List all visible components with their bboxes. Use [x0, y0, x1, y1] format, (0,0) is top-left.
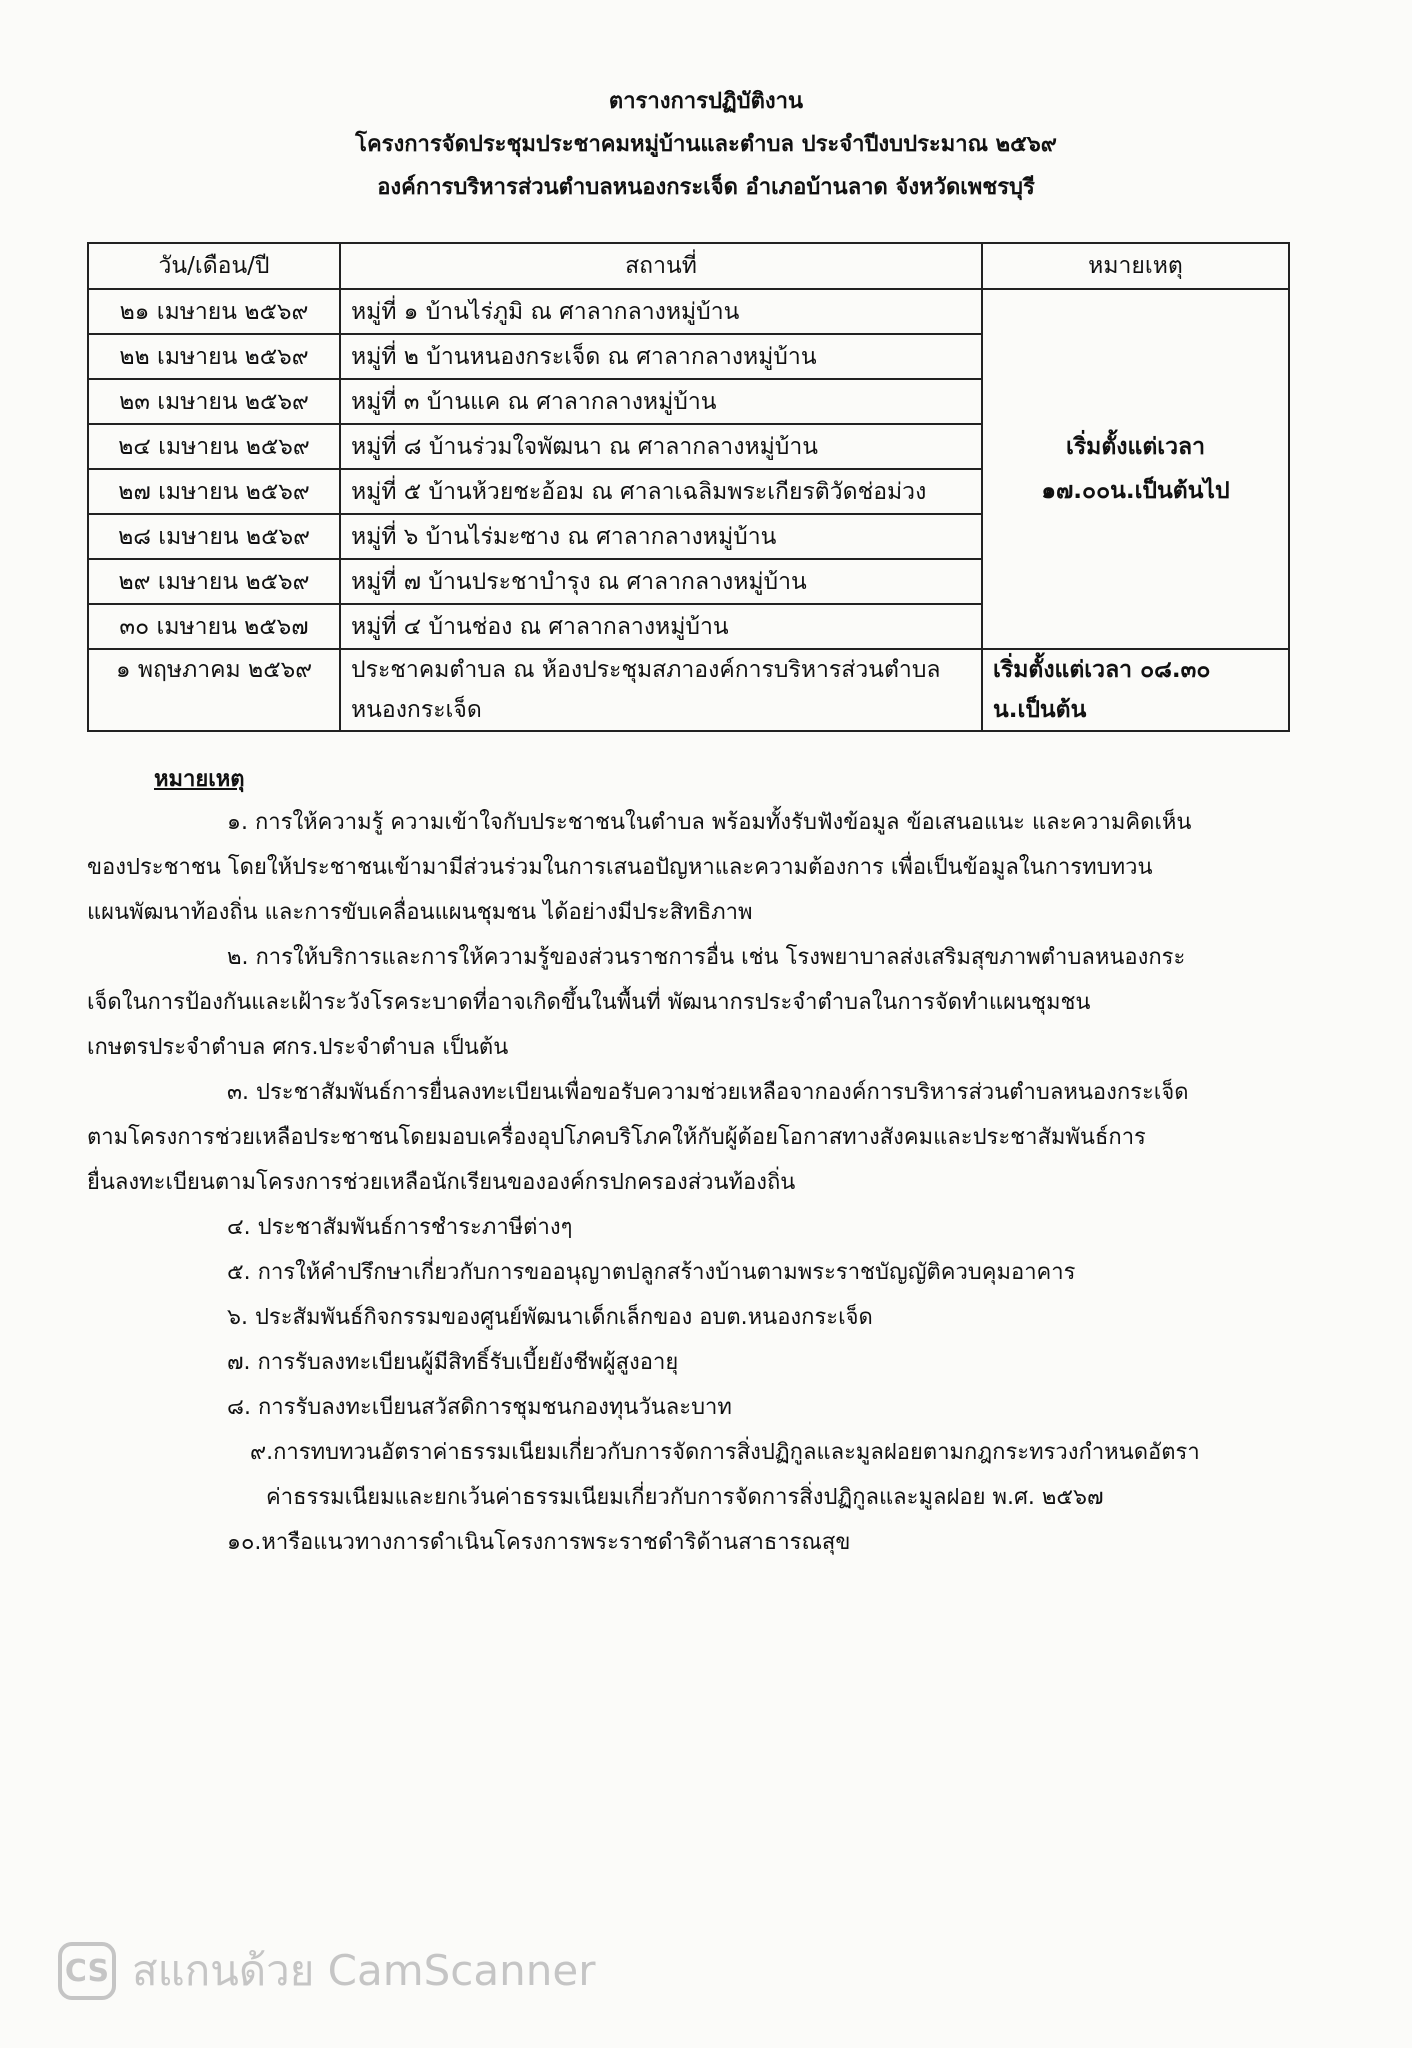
note-line: น.เป็นต้น — [993, 697, 1087, 723]
note-cell-merged — [982, 289, 1289, 649]
date-cell: ๒๒ เมษายน ๒๕๖๙ — [88, 334, 340, 379]
note-start-time-label: เริ่มตั้งแต่เวลา — [1065, 434, 1206, 460]
table-row — [88, 289, 1289, 334]
remark-item-6: ๖. ประสัมพันธ์กิจกรรมของศูนย์พัฒนาเด็กเล็กของ อบต.หนองกระเจ็ด — [227, 1305, 873, 1330]
remark-line: ค่าธรรมเนียมและยกเว้นค่าธรรมเนียมเกี่ยวกับการจัดการสิ่งปฏิกูลและมูลฝอย พ.ศ. ๒๕๖๗ — [266, 1485, 1104, 1510]
remark-line: ๒. การให้บริการและการให้ความรู้ของส่วนราชการอื่น เช่น โรงพยาบาลส่งเสริมสุขภาพตำบลหนองกระ — [227, 945, 1186, 970]
remark-line: เจ็ดในการป้องกันและเฝ้าระวังโรคระบาดที่อาจเกิดขึ้นในพื้นที่ พัฒนากรประจำตำบลในการจัดทำแผนชุมชน — [87, 990, 1091, 1015]
watermark-text: สแกนด้วย CamScanner — [132, 1946, 596, 1995]
remark-item-7: ๗. การรับลงทะเบียนผู้มีสิทธิ์รับเบี้ยยังชีพผู้สูงอายุ — [227, 1350, 679, 1375]
place-cell: หมู่ที่ ๕ บ้านห้วยชะอ้อม ณ ศาลาเฉลิมพระเกียรติวัดช่อม่วง — [340, 469, 982, 514]
remark-item-2 — [87, 935, 1307, 1070]
date-cell: ๒๑ เมษายน ๒๕๖๙ — [88, 289, 340, 334]
remark-line: ของประชาชน โดยให้ประชาชนเข้ามามีส่วนร่วมในการเสนอปัญหาและความต้องการ เพื่อเป็นข้อมูลในการทบทวน — [87, 855, 1153, 880]
scanner-watermark — [58, 1938, 595, 2004]
remark-line: ยื่นลงทะเบียนตามโครงการช่วยเหลือนักเรียนขององค์กรปกครองส่วนท้องถิ่น — [87, 1170, 796, 1195]
header-project: โครงการจัดประชุมประชาคมหมู่บ้านและตำบล ประจำปีงบประมาณ ๒๕๖๙ — [355, 132, 1057, 157]
header-title: ตารางการปฏิบัติงาน — [608, 89, 804, 114]
remark-line: ๙.การทบทวนอัตราค่าธรรมเนียมเกี่ยวกับการจัดการสิ่งปฏิกูลและมูลฝอยตามกฎกระทรวงกำหนดอัตรา — [250, 1440, 1200, 1465]
table-row-subdistrict — [88, 649, 1289, 731]
remarks-section — [87, 760, 1307, 1565]
place-cell: หมู่ที่ ๒ บ้านหนองกระเจ็ด ณ ศาลากลางหมู่บ้าน — [340, 334, 982, 379]
remark-line: ๑. การให้ความรู้ ความเข้าใจกับประชาชนในตำบล พร้อมทั้งรับฟังข้อมูล ข้อเสนอแนะ และความคิดเห็น — [227, 810, 1192, 835]
remark-item-1 — [87, 800, 1307, 935]
column-header-note: หมายเหตุ — [982, 243, 1289, 289]
remark-line: ๓. ประชาสัมพันธ์การยื่นลงทะเบียนเพื่อขอรับความช่วยเหลือจากองค์การบริหารส่วนตำบลหนองกระเจ็ด — [227, 1080, 1189, 1105]
place-cell: หมู่ที่ ๗ บ้านประชาบำรุง ณ ศาลากลางหมู่บ้าน — [340, 559, 982, 604]
date-cell: ๒๘ เมษายน ๒๕๖๙ — [88, 514, 340, 559]
date-cell: ๓๐ เมษายน ๒๕๖๗ — [88, 604, 340, 649]
note-start-time-value: ๑๗.๐๐น.เป็นต้นไป — [1041, 478, 1230, 504]
schedule-table — [87, 242, 1290, 732]
date-cell: ๒๙ เมษายน ๒๕๖๙ — [88, 559, 340, 604]
header-organization: องค์การบริหารส่วนตำบลหนองกระเจ็ด อำเภอบ้านลาด จังหวัดเพชรบุรี — [377, 175, 1035, 200]
place-cell: หมู่ที่ ๑ บ้านไร่ภูมิ ณ ศาลากลางหมู่บ้าน — [340, 289, 982, 334]
place-cell: หมู่ที่ ๘ บ้านร่วมใจพัฒนา ณ ศาลากลางหมู่บ้าน — [340, 424, 982, 469]
remark-line: แผนพัฒนาท้องถิ่น และการขับเคลื่อนแผนชุมชน ได้อย่างมีประสิทธิภาพ — [87, 900, 753, 925]
place-line: หนองกระเจ็ด — [351, 697, 482, 723]
remark-line: ตามโครงการช่วยเหลือประชาชนโดยมอบเครื่องอุปโภคบริโภคให้กับผู้ด้อยโอกาสทางสังคมและประชาสัมพันธ์การ — [87, 1125, 1146, 1150]
remark-item-4: ๔. ประชาสัมพันธ์การชำระภาษีต่างๆ — [227, 1215, 573, 1240]
remark-item-9 — [87, 1430, 1307, 1520]
date-cell: ๑ พฤษภาคม ๒๕๖๙ — [88, 649, 340, 731]
remark-line: เกษตรประจำตำบล ศกร.ประจำตำบล เป็นต้น — [87, 1035, 509, 1060]
date-cell: ๒๗ เมษายน ๒๕๖๙ — [88, 469, 340, 514]
remarks-title: หมายเหตุ — [154, 767, 245, 792]
table-header-row — [88, 243, 1289, 289]
place-cell — [340, 649, 982, 731]
remark-item-8: ๘. การรับลงทะเบียนสวัสดิการชุมชนกองทุนวันละบาท — [227, 1395, 732, 1420]
place-line: ประชาคมตำบล ณ ห้องประชุมสภาองค์การบริหารส่วนตำบล — [351, 657, 941, 683]
note-line: เริ่มตั้งแต่เวลา ๐๘.๓๐ — [993, 657, 1211, 683]
column-header-place: สถานที่ — [340, 243, 982, 289]
remark-item-10: ๑๐.หารือแนวทางการดำเนินโครงการพระราชดำริด้านสาธารณสุข — [227, 1530, 851, 1555]
remark-item-3 — [87, 1070, 1307, 1205]
date-cell: ๒๓ เมษายน ๒๕๖๙ — [88, 379, 340, 424]
camscanner-logo-icon: CS — [58, 1942, 116, 2000]
note-cell — [982, 649, 1289, 731]
column-header-date: วัน/เดือน/ปี — [88, 243, 340, 289]
remark-item-5: ๕. การให้คำปรึกษาเกี่ยวกับการขออนุญาตปลูกสร้างบ้านตามพระราชบัญญัติควบคุมอาคาร — [227, 1260, 1076, 1285]
place-cell: หมู่ที่ ๔ บ้านช่อง ณ ศาลากลางหมู่บ้าน — [340, 604, 982, 649]
place-cell: หมู่ที่ ๖ บ้านไร่มะซาง ณ ศาลากลางหมู่บ้าน — [340, 514, 982, 559]
place-cell: หมู่ที่ ๓ บ้านแค ณ ศาลากลางหมู่บ้าน — [340, 379, 982, 424]
date-cell: ๒๔ เมษายน ๒๕๖๙ — [88, 424, 340, 469]
document-header — [0, 80, 1412, 209]
